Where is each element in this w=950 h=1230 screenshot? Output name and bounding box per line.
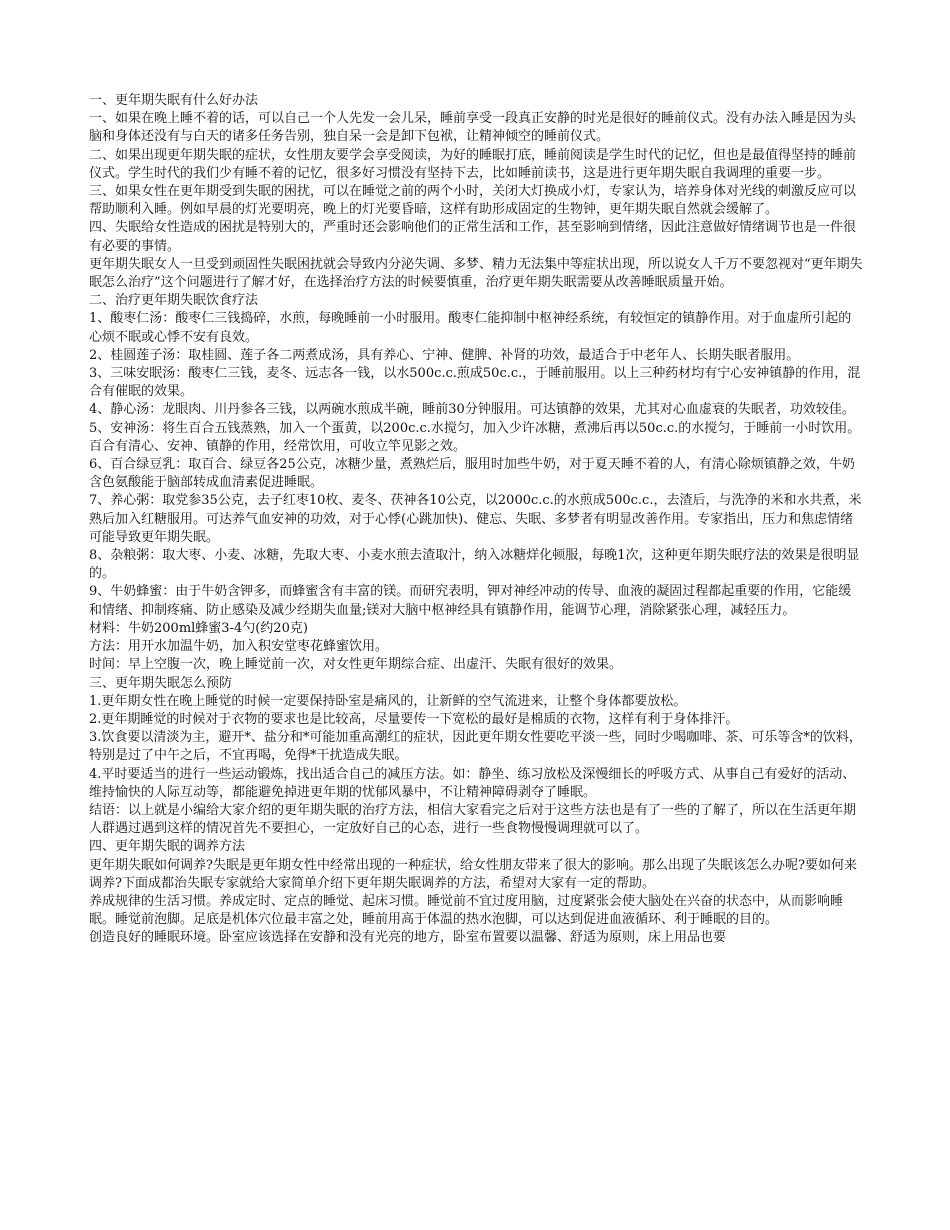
paragraph: 一、如果在晚上睡不着的话，可以自己一个人先发一会儿呆，睡前享受一段真正安静的时光是很好的睡前仪式。没有办法入睡是因为头脑和身体还没有与白天的诸多任务告别，独自呆一会是卸下包袱，让精神倾空的睡前仪式。 [89, 111, 857, 145]
paragraph: 二、如果出现更年期失眠的症状，女性朋友要学会享受阅读，为好的睡眠打底，睡前阅读是学生时代的记忆，但也是最值得坚持的睡前仪式。学生时代的我们少有睡不着的记忆，很多好习惯没有坚持下去，比如睡前读书，这是进行更年期失眠自我调理的重要一步。 [89, 147, 857, 181]
paragraph: 四、失眠给女性造成的困扰是特别大的，严重时还会影响他们的正常生活和工作，甚至影响到情绪，因此注意做好情绪调节也是一件很有必要的事情。 [89, 220, 857, 254]
paragraph: 更年期失眠女人一旦受到顽固性失眠困扰就会导致内分泌失调、多梦、精力无法集中等症状出现，所以说女人千万不要忽视对“更年期失眠怎么治疗”这个问题进行了解才好，在选择治疗方法的时候要慎重，治疗更年期失眠需要从改善睡眠质量开始。 [89, 256, 863, 291]
paragraph: 三、如果女性在更年期受到失眠的困扰，可以在睡觉之前的两个小时，关闭大灯换成小灯，专家认为，培养身体对光线的刺激反应可以帮助顺利入睡。例如早晨的灯光要明亮，晚上的灯光要昏暗，这样有助形成固定的生物钟，更年期失眠自然就会缓解了。 [89, 184, 857, 218]
paragraph: 创造良好的睡眠环境。卧室应该选择在安静和没有光亮的地方，卧室布置要以温馨、舒适为原则，床上用品也要 [89, 930, 727, 946]
section-heading-4: 四、更年期失眠的调养方法 [89, 839, 246, 855]
section-heading-3: 三、更年期失眠怎么预防 [89, 675, 233, 691]
paragraph: 方法：用开水加温牛奶，加入积安堂枣花蜂蜜饮用。 [89, 639, 389, 655]
paragraph: 材料：牛奶200ml蜂蜜3-4勺(约20克) [89, 620, 308, 636]
list-item: 6、百合绿豆乳：取百合、绿豆各25公克，冰糖少量，煮熟烂后，服用时加些牛奶，对于夏天睡不着的人，有清心除烦镇静之效，牛奶含色氨酸能于脑部转成血清素促进睡眠。 [89, 457, 855, 491]
list-item: 4.平时要适当的进行一些运动锻炼，找出适合自己的减压方法。如：静坐、练习放松及深慢细长的呼吸方式、从事自己有爱好的活动、维持愉快的人际互动等，都能避免掉进更年期的忧郁风暴中，不让精神障碍剥夺了睡眠。 [89, 766, 856, 800]
list-item: 7、养心粥：取党参35公克，去子红枣10枚、麦冬、茯神各10公克，以2000c.c.的水煎成500c.c.，去渣后，与洗净的米和水共煮，米熟后加入红糖服用。可达养气血安神的功效，对于心悸(心跳加快)、健忘、失眠、多梦者有明显改善作用。专家指出，压力和焦虑情绪可能导致更年期失眠。 [89, 493, 862, 545]
section-heading-2: 二、治疗更年期失眠饮食疗法 [89, 293, 259, 309]
paragraph: 结语：以上就是小编给大家介绍的更年期失眠的治疗方法，相信大家看完之后对于这些方法也是有了一些的了解了，所以在生活更年期人群遇过遇到这样的情况首先不要担心，一定放好自己的心态，进行一些食物慢慢调理就可以了。 [89, 802, 857, 837]
document-body [89, 92, 864, 948]
section-heading-1: 一、更年期失眠有什么好办法 [89, 93, 259, 108]
list-item: 1.更年期女性在晚上睡觉的时候一定要保持卧室是痛风的，让新鲜的空气流进来，让整个身体都要放松。 [89, 693, 687, 709]
list-item: 8、杂粮粥：取大枣、小麦、冰糖，先取大枣、小麦水煎去渣取汁，纳入冰糖烊化顿服，每晚1次，这种更年期失眠疗法的效果是很明显的。 [89, 548, 860, 582]
paragraph: 时间：早上空腹一次，晚上睡觉前一次，对女性更年期综合症、出虚汗、失眠有很好的效果。 [89, 657, 623, 673]
list-item: 4、静心汤：龙眼肉、川丹参各三钱，以两碗水煎成半碗，睡前30分钟服用。可达镇静的效果，尤其对心血虚衰的失眠者，功效较佳。 [89, 402, 855, 418]
paragraph: 养成规律的生活习惯。养成定时、定点的睡觉、起床习惯。睡觉前不宜过度用脑，过度紧张会使大脑处在兴奋的状态中，从而影响睡眠。睡觉前泡脚。足底是机体穴位最丰富之处，睡前用高于体温的热水泡脚，可以达到促进血液循环、利于睡眠的目的。 [89, 893, 844, 928]
paragraph: 更年期失眠如何调养?失眠是更年期女性中经常出现的一种症状，给女性朋友带来了很大的影响。那么出现了失眠该怎么办呢?要如何来调养?下面成都治失眠专家就给大家简单介绍下更年期失眠调养的方法，希望对大家有一定的帮助。 [89, 857, 857, 891]
list-item: 9、牛奶蜂蜜：由于牛奶含钾多，而蜂蜜含有丰富的镁。而研究表明，钾对神经冲动的传导、血液的凝固过程都起重要的作用，它能缓和情绪、抑制疼痛、防止感染及减少经期失血量;镁对大脑中枢神经具有镇静作用，能调节心理，消除紧张心理，减轻压力。 [89, 584, 852, 618]
list-item: 2.更年期睡觉的时候对于衣物的要求也是比较高，尽量要传一下宽松的最好是棉质的衣物，这样有利于身体排汗。 [89, 711, 739, 727]
list-item: 3、三味安眠汤：酸枣仁三钱，麦冬、远志各一钱，以水500c.c.煎成50c.c.，于睡前服用。以上三种药材均有宁心安神镇静的作用，混合有催眠的效果。 [89, 366, 861, 400]
list-item: 1、酸枣仁汤：酸枣仁三钱捣碎，水煎，每晚睡前一小时服用。酸枣仁能抑制中枢神经系统，有较恒定的镇静作用。对于血虚所引起的心烦不眠或心悸不安有良效。 [89, 311, 852, 345]
list-item: 5、安神汤：将生百合五钱蒸熟，加入一个蛋黄，以200c.c.水搅匀，加入少许冰糖，煮沸后再以50c.c.的水搅匀，于睡前一小时饮用。百合有清心、安神、镇静的作用，经常饮用，可收立竿见影之效。 [89, 420, 861, 454]
list-item: 2、桂圆莲子汤：取桂圆、莲子各二两煮成汤，具有养心、宁神、健脾、补肾的功效，最适合于中老年人、长期失眠者服用。 [89, 347, 800, 363]
list-item: 3.饮食要以清淡为主，避开*、盐分和*可能加重高潮红的症状，因此更年期女性要吃平淡一些，同时少喝咖啡、茶、可乐等含*的饮料，特别是过了中午之后，不宜再喝，免得*干扰造成失眠。 [89, 730, 862, 764]
